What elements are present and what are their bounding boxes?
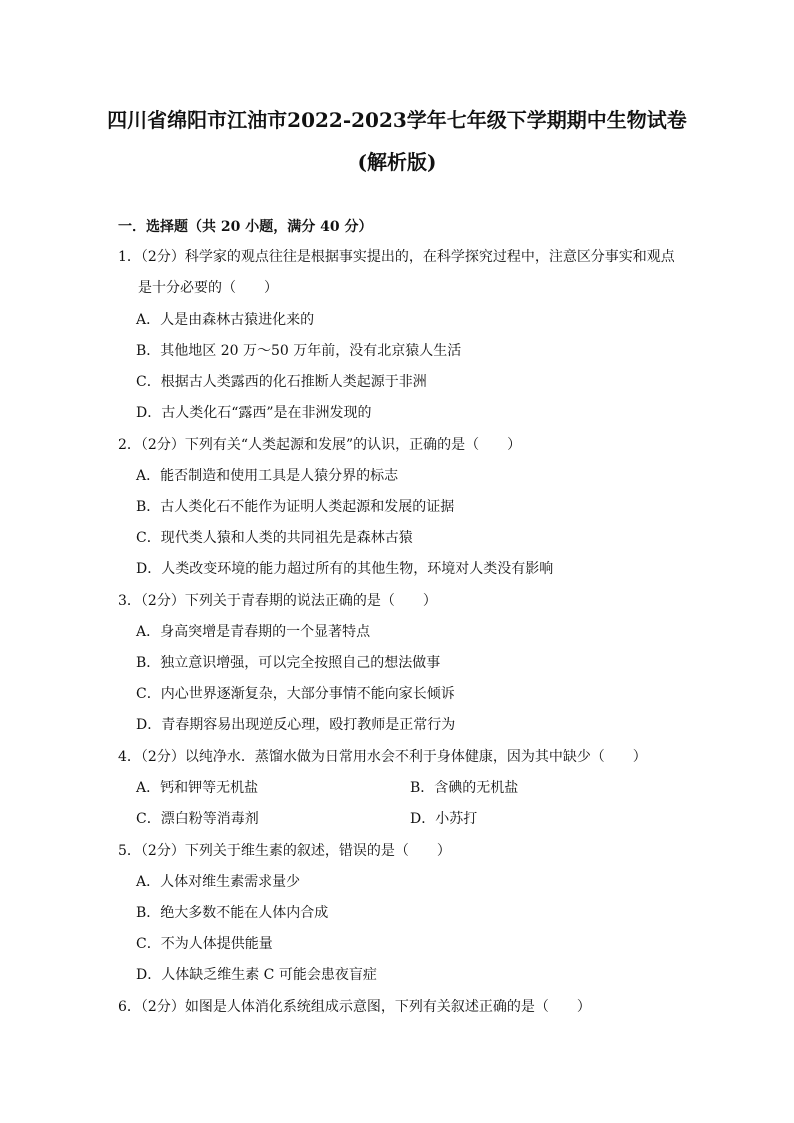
question-5-option-d: D．人体缺乏维生素 C 可能会患夜盲症 [136,967,377,983]
question-3-option-c: C．内心世界逐渐复杂，大部分事情不能向家长倾诉 [136,686,455,702]
question-2-option-a: A．能否制造和使用工具是人猿分界的标志 [136,468,399,484]
question-3-option-d: D．青春期容易出现逆反心理，殴打教师是正常行为 [136,717,456,733]
question-5-option-b: B．绝大多数不能在人体内合成 [136,905,329,921]
question-5-option-a: A．人体对维生素需求量少 [136,874,301,890]
question-1-option-c: C．根据古人类露西的化石推断人类起源于非洲 [136,374,427,390]
question-4-option-d: D．小苏打 [410,811,478,827]
question-3-option-a: A．身高突增是青春期的一个显著特点 [136,624,371,640]
question-3-stem: 3．（2分）下列关于青春期的说法正确的是（ ） [118,593,437,609]
question-5-option-c: C．不为人体提供能量 [136,936,273,952]
question-4-option-a: A．钙和钾等无机盐 [136,780,259,796]
section-heading: 一．选择题（共 20 小题，满分 40 分） [118,219,373,235]
question-2-option-d: D．人类改变环境的能力超过所有的其他生物，环境对人类没有影响 [136,561,554,577]
question-4-option-b: B．含碘的无机盐 [410,780,519,796]
question-1-option-b: B．其他地区 20 万～50 万年前，没有北京猿人生活 [136,343,462,359]
question-5-stem: 5．（2分）下列关于维生素的叙述，错误的是（ ） [118,843,451,859]
question-1-option-a: A．人是由森林古猿进化来的 [136,312,315,328]
question-3-option-b: B．独立意识增强，可以完全按照自己的想法做事 [136,655,441,671]
question-6-stem: 6．（2分）如图是人体消化系统组成示意图，下列有关叙述正确的是（ ） [118,999,591,1015]
question-4-stem: 4．（2分）以纯净水．蒸馏水做为日常用水会不利于身体健康，因为其中缺少（ ） [118,749,647,765]
question-4-option-c: C．漂白粉等消毒剂 [136,811,259,827]
question-2-option-b: B．古人类化石不能作为证明人类起源和发展的证据 [136,499,455,515]
question-1-option-d: D．古人类化石“露西”是在非洲发现的 [136,405,372,421]
question-2-option-c: C．现代类人猿和人类的共同祖先是森林古猿 [136,530,413,546]
question-1-stem: 1．（2分）科学家的观点往往是根据事实提出的，在科学探究过程中，注意区分事实和观点 [118,249,675,265]
question-1-stem-cont: 是十分必要的（ ） [138,280,278,296]
page-subtitle: (解析版) [357,150,437,174]
question-2-stem: 2．（2分）下列有关“人类起源和发展”的认识，正确的是（ ） [118,437,522,453]
page-title: 四川省绵阳市江油市2022-2023学年七年级下学期期中生物试卷 [107,108,687,132]
